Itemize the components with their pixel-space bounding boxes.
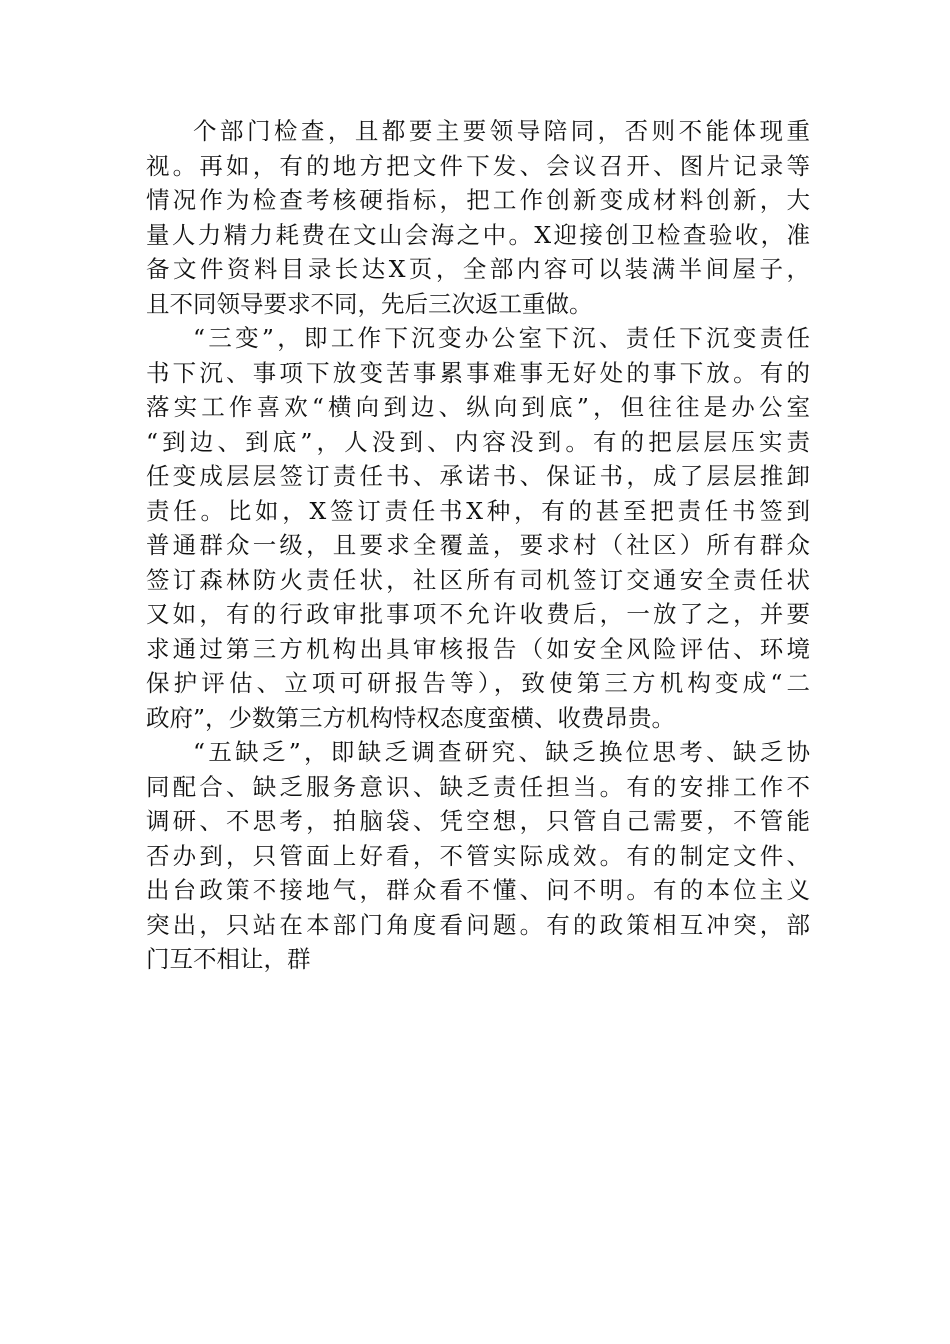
text-line: 否办到，只管面上好看，不管实际成效。有的制定文件、 [146,841,810,870]
text-line: 责任。比如，X签订责任书X种，有的甚至把责任书签到 [146,496,810,525]
body-text [146,114,810,977]
text-line: 普通群众一级，且要求全覆盖，要求村（社区）所有群众 [146,531,810,559]
text-line: 政府”，少数第三方机构恃权态度蛮横、收费昂贵。 [146,703,676,732]
text-line: 量人力精力耗费在文山会海之中。X迎接创卫检查验收，准 [146,220,810,249]
text-line: 又如，有的行政审批事项不允许收费后，一放了之，并要 [146,600,810,628]
text-line: 签订森林防火责任状，社区所有司机签订交通安全责任状 [146,565,810,594]
text-line: “到边、到底”，人没到、内容没到。有的把层层压实责 [146,427,810,456]
text-line: 情况作为检查考核硬指标，把工作创新变成材料创新，大 [146,186,810,214]
text-line: 求通过第三方机构出具审核报告（如安全风险评估、环境 [146,634,810,663]
text-line: 同配合、缺乏服务意识、缺乏责任担当。有的安排工作不 [146,772,810,801]
text-line: 任变成层层签订责任书、承诺书、保证书，成了层层推卸 [146,462,810,490]
text-line: 落实工作喜欢“横向到边、纵向到底”，但往往是办公室 [146,393,810,421]
text-line: 且不同领导要求不同，先后三次返工重做。 [146,289,593,318]
text-line: 保护评估、立项可研报告等），致使第三方机构变成“二 [146,669,810,697]
text-line: “五缺乏”，即缺乏调查研究、缺乏换位思考、缺乏协 [193,738,810,766]
text-line: 个部门检查，且都要主要领导陪同，否则不能体现重 [193,117,810,145]
text-line: 门互不相让，群 [146,945,311,973]
text-line: “三变”，即工作下沉变办公室下沉、责任下沉变责任 [193,324,810,352]
text-line: 备文件资料目录长达X页，全部内容可以装满半间屋子， [146,255,810,283]
text-line: 出台政策不接地气，群众看不懂、问不明。有的本位主义 [146,876,810,904]
text-line: 书下沉、事项下放变苦事累事难事无好处的事下放。有的 [146,358,810,387]
text-line: 调研、不思考，拍脑袋、凭空想，只管自己需要，不管能 [146,807,810,835]
text-line: 突出，只站在本部门角度看问题。有的政策相互冲突，部 [146,910,810,939]
text-line: 视。再如，有的地方把文件下发、会议召开、图片记录等 [146,151,810,180]
